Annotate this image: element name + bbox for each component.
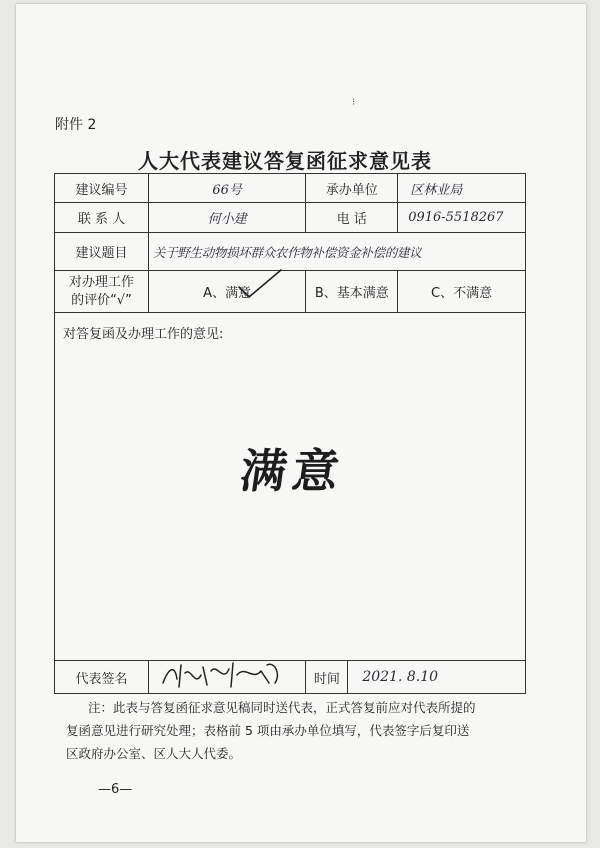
scan-mark: ⁝ (352, 97, 356, 108)
page-number: —6— (98, 782, 133, 797)
page-title: 人大代表建议答复函征求意见表 (138, 149, 432, 173)
note-line-2: 复函意见进行研究处理；表格前 5 项由承办单位填写，代表签字后复印送 (66, 723, 470, 738)
opinion-handwriting: 满意 (236, 444, 349, 498)
option-a-label: A、满意 (203, 286, 252, 301)
suggestion-no-label: 建议编号 (55, 174, 149, 203)
evaluation-label-line1: 对办理工作 (68, 274, 134, 290)
phone-label: 电 话 (306, 203, 398, 233)
evaluation-label (55, 271, 149, 313)
opinion-label: 对答复函及办理工作的意见: (63, 327, 224, 342)
topic-label: 建议题目 (55, 233, 149, 271)
evaluation-label-line2: 的评价“√” (71, 292, 132, 308)
time-value[interactable]: 2021. 8.10 (348, 661, 526, 694)
signature-icon (157, 657, 307, 691)
option-a[interactable] (148, 271, 305, 313)
suggestion-no-value[interactable]: 66号 (148, 174, 305, 203)
rep-signature-label: 代表签名 (55, 661, 149, 694)
opinion-form-table (54, 173, 526, 694)
option-c[interactable] (398, 271, 526, 313)
option-b[interactable] (306, 271, 398, 313)
option-c-label: C、不满意 (431, 286, 493, 301)
topic-value[interactable]: 关于野生动物损坏群众农作物补偿资金补偿的建议 (148, 233, 525, 271)
rep-signature-field[interactable] (148, 661, 305, 694)
time-label: 时间 (306, 661, 348, 694)
contact-label: 联 系 人 (55, 203, 149, 233)
opinion-area[interactable] (55, 313, 526, 661)
note-line-3: 区政府办公室、区人大人代委。 (66, 746, 242, 761)
note-line-1: 注：此表与答复函征求意见稿同时送代表，正式答复前应对代表所提的 (88, 700, 476, 715)
attachment-label: 附件 2 (55, 117, 97, 133)
contact-value[interactable]: 何小建 (148, 203, 305, 233)
checkmark-icon (235, 267, 285, 301)
option-b-label: B、基本满意 (314, 286, 389, 301)
handling-unit-label: 承办单位 (306, 174, 398, 203)
note-text (66, 696, 526, 765)
phone-value[interactable]: 0916-5518267 (398, 203, 526, 233)
handling-unit-value[interactable]: 区林业局 (398, 174, 526, 203)
